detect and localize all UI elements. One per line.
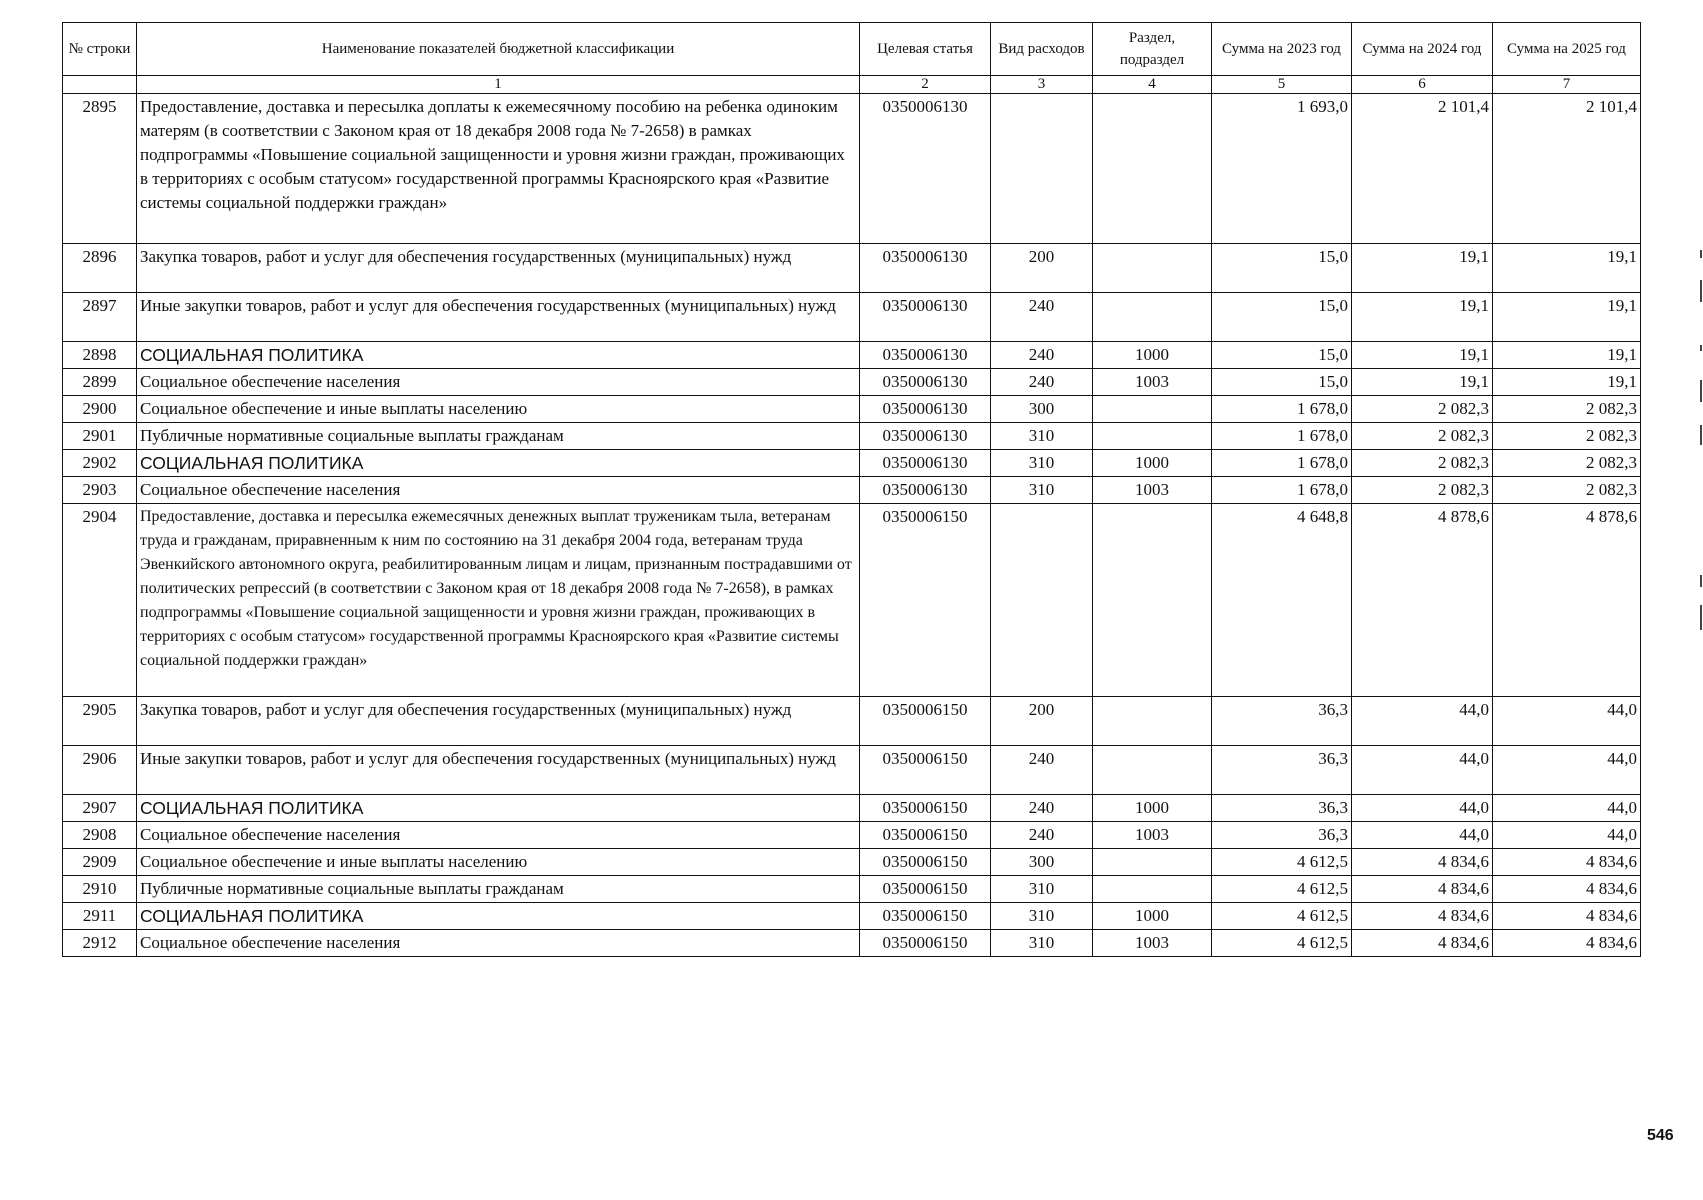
row-number: 2908 <box>63 822 137 849</box>
row-section: 1000 <box>1093 342 1212 369</box>
row-section <box>1093 849 1212 876</box>
row-type <box>991 504 1093 697</box>
row-target: 0350006150 <box>860 746 991 795</box>
row-target: 0350006150 <box>860 504 991 697</box>
table-row <box>63 396 1641 423</box>
row-sum-2024: 44,0 <box>1352 746 1493 795</box>
row-section: 1000 <box>1093 903 1212 930</box>
row-type: 300 <box>991 396 1093 423</box>
row-number: 2899 <box>63 369 137 396</box>
table-row <box>63 450 1641 477</box>
column-number: 6 <box>1352 76 1493 94</box>
row-sum-2025: 2 082,3 <box>1493 396 1641 423</box>
row-sum-2025: 4 834,6 <box>1493 876 1641 903</box>
row-sum-2024: 44,0 <box>1352 697 1493 746</box>
row-target: 0350006130 <box>860 423 991 450</box>
row-sum-2023: 15,0 <box>1212 244 1352 293</box>
row-sum-2025: 2 082,3 <box>1493 423 1641 450</box>
row-sum-2023: 1 678,0 <box>1212 477 1352 504</box>
row-sum-2025: 2 082,3 <box>1493 477 1641 504</box>
row-sum-2024: 19,1 <box>1352 244 1493 293</box>
row-number: 2904 <box>63 504 137 697</box>
row-name: Иные закупки товаров, работ и услуг для обеспечения государственных (муниципальных) нужд <box>137 746 860 795</box>
scan-artifact <box>1700 380 1702 402</box>
row-number: 2909 <box>63 849 137 876</box>
budget-table <box>62 22 1641 957</box>
row-sum-2024: 2 101,4 <box>1352 94 1493 244</box>
row-sum-2023: 4 612,5 <box>1212 876 1352 903</box>
header-target: Целевая статья <box>860 23 991 76</box>
column-number: 3 <box>991 76 1093 94</box>
table-row <box>63 423 1641 450</box>
row-target: 0350006150 <box>860 822 991 849</box>
row-type: 240 <box>991 293 1093 342</box>
row-section: 1003 <box>1093 369 1212 396</box>
row-sum-2025: 4 834,6 <box>1493 930 1641 957</box>
row-name: Социальное обеспечение и иные выплаты населению <box>137 396 860 423</box>
row-name: Социальное обеспечение и иные выплаты населению <box>137 849 860 876</box>
row-name: Социальное обеспечение населения <box>137 477 860 504</box>
row-type: 310 <box>991 930 1093 957</box>
header-type: Вид расходов <box>991 23 1093 76</box>
row-number: 2910 <box>63 876 137 903</box>
row-sum-2023: 36,3 <box>1212 697 1352 746</box>
header-name: Наименование показателей бюджетной классификации <box>137 23 860 76</box>
row-sum-2025: 19,1 <box>1493 369 1641 396</box>
row-sum-2023: 1 678,0 <box>1212 450 1352 477</box>
column-number: 1 <box>137 76 860 94</box>
row-type: 310 <box>991 450 1093 477</box>
row-section: 1000 <box>1093 795 1212 822</box>
row-sum-2023: 1 678,0 <box>1212 423 1352 450</box>
row-type: 240 <box>991 795 1093 822</box>
scan-artifact <box>1700 345 1702 351</box>
scan-artifact <box>1700 425 1702 445</box>
row-section <box>1093 697 1212 746</box>
table-row <box>63 697 1641 746</box>
row-sum-2025: 44,0 <box>1493 822 1641 849</box>
row-sum-2023: 15,0 <box>1212 369 1352 396</box>
row-sum-2023: 4 648,8 <box>1212 504 1352 697</box>
row-target: 0350006130 <box>860 369 991 396</box>
row-number: 2897 <box>63 293 137 342</box>
row-type: 240 <box>991 746 1093 795</box>
row-target: 0350006150 <box>860 876 991 903</box>
table-row <box>63 369 1641 396</box>
row-sum-2025: 4 834,6 <box>1493 849 1641 876</box>
row-number: 2912 <box>63 930 137 957</box>
row-sum-2025: 19,1 <box>1493 293 1641 342</box>
header-row <box>63 23 1641 76</box>
table-row <box>63 293 1641 342</box>
column-number: 4 <box>1093 76 1212 94</box>
row-type: 240 <box>991 822 1093 849</box>
table-row <box>63 504 1641 697</box>
row-name: Иные закупки товаров, работ и услуг для обеспечения государственных (муниципальных) нужд <box>137 293 860 342</box>
row-sum-2025: 19,1 <box>1493 244 1641 293</box>
row-number: 2907 <box>63 795 137 822</box>
row-type: 310 <box>991 903 1093 930</box>
scan-artifact <box>1700 575 1702 587</box>
row-sum-2023: 36,3 <box>1212 822 1352 849</box>
row-sum-2024: 2 082,3 <box>1352 423 1493 450</box>
row-target: 0350006150 <box>860 849 991 876</box>
row-target: 0350006130 <box>860 94 991 244</box>
row-sum-2025: 44,0 <box>1493 795 1641 822</box>
table-row <box>63 342 1641 369</box>
row-name: СОЦИАЛЬНАЯ ПОЛИТИКА <box>137 903 860 930</box>
table-row <box>63 94 1641 244</box>
row-number: 2905 <box>63 697 137 746</box>
row-sum-2023: 4 612,5 <box>1212 903 1352 930</box>
header-sum-2023: Сумма на 2023 год <box>1212 23 1352 76</box>
row-target: 0350006130 <box>860 450 991 477</box>
row-type: 240 <box>991 342 1093 369</box>
row-section <box>1093 94 1212 244</box>
column-number: 7 <box>1493 76 1641 94</box>
row-sum-2024: 2 082,3 <box>1352 396 1493 423</box>
row-target: 0350006150 <box>860 697 991 746</box>
row-section <box>1093 876 1212 903</box>
row-sum-2023: 1 678,0 <box>1212 396 1352 423</box>
row-number: 2895 <box>63 94 137 244</box>
row-section: 1003 <box>1093 822 1212 849</box>
row-sum-2024: 4 834,6 <box>1352 903 1493 930</box>
column-number: 5 <box>1212 76 1352 94</box>
row-target: 0350006150 <box>860 930 991 957</box>
row-sum-2025: 19,1 <box>1493 342 1641 369</box>
row-section <box>1093 396 1212 423</box>
row-type: 310 <box>991 876 1093 903</box>
row-name: Социальное обеспечение населения <box>137 822 860 849</box>
row-number: 2911 <box>63 903 137 930</box>
row-sum-2024: 4 834,6 <box>1352 849 1493 876</box>
row-section <box>1093 293 1212 342</box>
row-sum-2023: 4 612,5 <box>1212 930 1352 957</box>
row-sum-2025: 2 101,4 <box>1493 94 1641 244</box>
row-sum-2024: 4 834,6 <box>1352 876 1493 903</box>
column-number-row <box>63 76 1641 94</box>
table-row <box>63 795 1641 822</box>
page-number: 546 <box>1647 1127 1674 1144</box>
column-number <box>63 76 137 94</box>
row-section: 1003 <box>1093 930 1212 957</box>
row-number: 2906 <box>63 746 137 795</box>
row-sum-2024: 44,0 <box>1352 795 1493 822</box>
table-row <box>63 244 1641 293</box>
row-sum-2023: 4 612,5 <box>1212 849 1352 876</box>
row-sum-2025: 2 082,3 <box>1493 450 1641 477</box>
row-name: Закупка товаров, работ и услуг для обеспечения государственных (муниципальных) нужд <box>137 244 860 293</box>
row-name: СОЦИАЛЬНАЯ ПОЛИТИКА <box>137 450 860 477</box>
row-target: 0350006130 <box>860 396 991 423</box>
row-name: Социальное обеспечение населения <box>137 369 860 396</box>
row-section <box>1093 244 1212 293</box>
table-row <box>63 903 1641 930</box>
row-type: 300 <box>991 849 1093 876</box>
row-number: 2901 <box>63 423 137 450</box>
row-name: Предоставление, доставка и пересылка ежемесячных денежных выплат труженикам тыла, ветеранам труда и гражданам, приравненным к ним по состоянию на 31 декабря 2004 года, ветеранам труда Эвенкийского автономного округа, реабилитированным лицам и лицам, признанным пострадавшими от политических репрессий (в соответствии с Законом края от 18 декабря 2008 года № 7-2658), в рамках подпрограммы «Повышение социальной защищенности и уровня жизни граждан, проживающих в территориях с особым статусом» государственной программы Красноярского края «Развитие системы социальной поддержки граждан» <box>137 504 860 697</box>
table-row <box>63 876 1641 903</box>
row-section: 1003 <box>1093 477 1212 504</box>
row-sum-2024: 2 082,3 <box>1352 450 1493 477</box>
row-sum-2025: 4 878,6 <box>1493 504 1641 697</box>
row-type: 310 <box>991 423 1093 450</box>
scan-artifact <box>1700 280 1702 302</box>
row-number: 2900 <box>63 396 137 423</box>
row-name: СОЦИАЛЬНАЯ ПОЛИТИКА <box>137 795 860 822</box>
row-sum-2024: 19,1 <box>1352 342 1493 369</box>
header-sum-2024: Сумма на 2024 год <box>1352 23 1493 76</box>
row-sum-2024: 19,1 <box>1352 369 1493 396</box>
row-name: Социальное обеспечение населения <box>137 930 860 957</box>
row-name: Закупка товаров, работ и услуг для обеспечения государственных (муниципальных) нужд <box>137 697 860 746</box>
row-name: Предоставление, доставка и пересылка доплаты к ежемесячному пособию на ребенка одиноким матерям (в соответствии с Законом края от 18 декабря 2008 года № 7-2658) в рамках подпрограммы «Повышение социальной защищенности и уровня жизни граждан, проживающих в территориях с особым статусом» государственной программы Красноярского края «Развитие системы социальной поддержки граждан» <box>137 94 860 244</box>
scan-artifact <box>1700 605 1702 630</box>
header-section: Раздел, подраздел <box>1093 23 1212 76</box>
row-sum-2024: 44,0 <box>1352 822 1493 849</box>
row-sum-2023: 36,3 <box>1212 746 1352 795</box>
row-name: СОЦИАЛЬНАЯ ПОЛИТИКА <box>137 342 860 369</box>
row-target: 0350006130 <box>860 293 991 342</box>
row-number: 2896 <box>63 244 137 293</box>
row-target: 0350006150 <box>860 795 991 822</box>
row-type: 240 <box>991 369 1093 396</box>
row-target: 0350006130 <box>860 244 991 293</box>
row-type: 200 <box>991 697 1093 746</box>
row-name: Публичные нормативные социальные выплаты гражданам <box>137 876 860 903</box>
header-row-no: № строки <box>63 23 137 76</box>
row-section <box>1093 423 1212 450</box>
row-number: 2898 <box>63 342 137 369</box>
row-section <box>1093 504 1212 697</box>
row-target: 0350006130 <box>860 477 991 504</box>
row-section: 1000 <box>1093 450 1212 477</box>
row-sum-2023: 36,3 <box>1212 795 1352 822</box>
row-sum-2024: 4 834,6 <box>1352 930 1493 957</box>
row-sum-2024: 2 082,3 <box>1352 477 1493 504</box>
row-section <box>1093 746 1212 795</box>
table-row <box>63 930 1641 957</box>
row-sum-2024: 4 878,6 <box>1352 504 1493 697</box>
row-type <box>991 94 1093 244</box>
table-row <box>63 849 1641 876</box>
scan-artifact <box>1700 250 1702 258</box>
table-row <box>63 477 1641 504</box>
row-sum-2023: 1 693,0 <box>1212 94 1352 244</box>
row-sum-2023: 15,0 <box>1212 342 1352 369</box>
row-target: 0350006150 <box>860 903 991 930</box>
row-sum-2025: 44,0 <box>1493 697 1641 746</box>
column-number: 2 <box>860 76 991 94</box>
row-name: Публичные нормативные социальные выплаты гражданам <box>137 423 860 450</box>
row-sum-2025: 4 834,6 <box>1493 903 1641 930</box>
row-type: 200 <box>991 244 1093 293</box>
row-type: 310 <box>991 477 1093 504</box>
row-sum-2023: 15,0 <box>1212 293 1352 342</box>
header-sum-2025: Сумма на 2025 год <box>1493 23 1641 76</box>
table-row <box>63 822 1641 849</box>
row-sum-2024: 19,1 <box>1352 293 1493 342</box>
row-target: 0350006130 <box>860 342 991 369</box>
row-sum-2025: 44,0 <box>1493 746 1641 795</box>
row-number: 2903 <box>63 477 137 504</box>
row-number: 2902 <box>63 450 137 477</box>
table-row <box>63 746 1641 795</box>
